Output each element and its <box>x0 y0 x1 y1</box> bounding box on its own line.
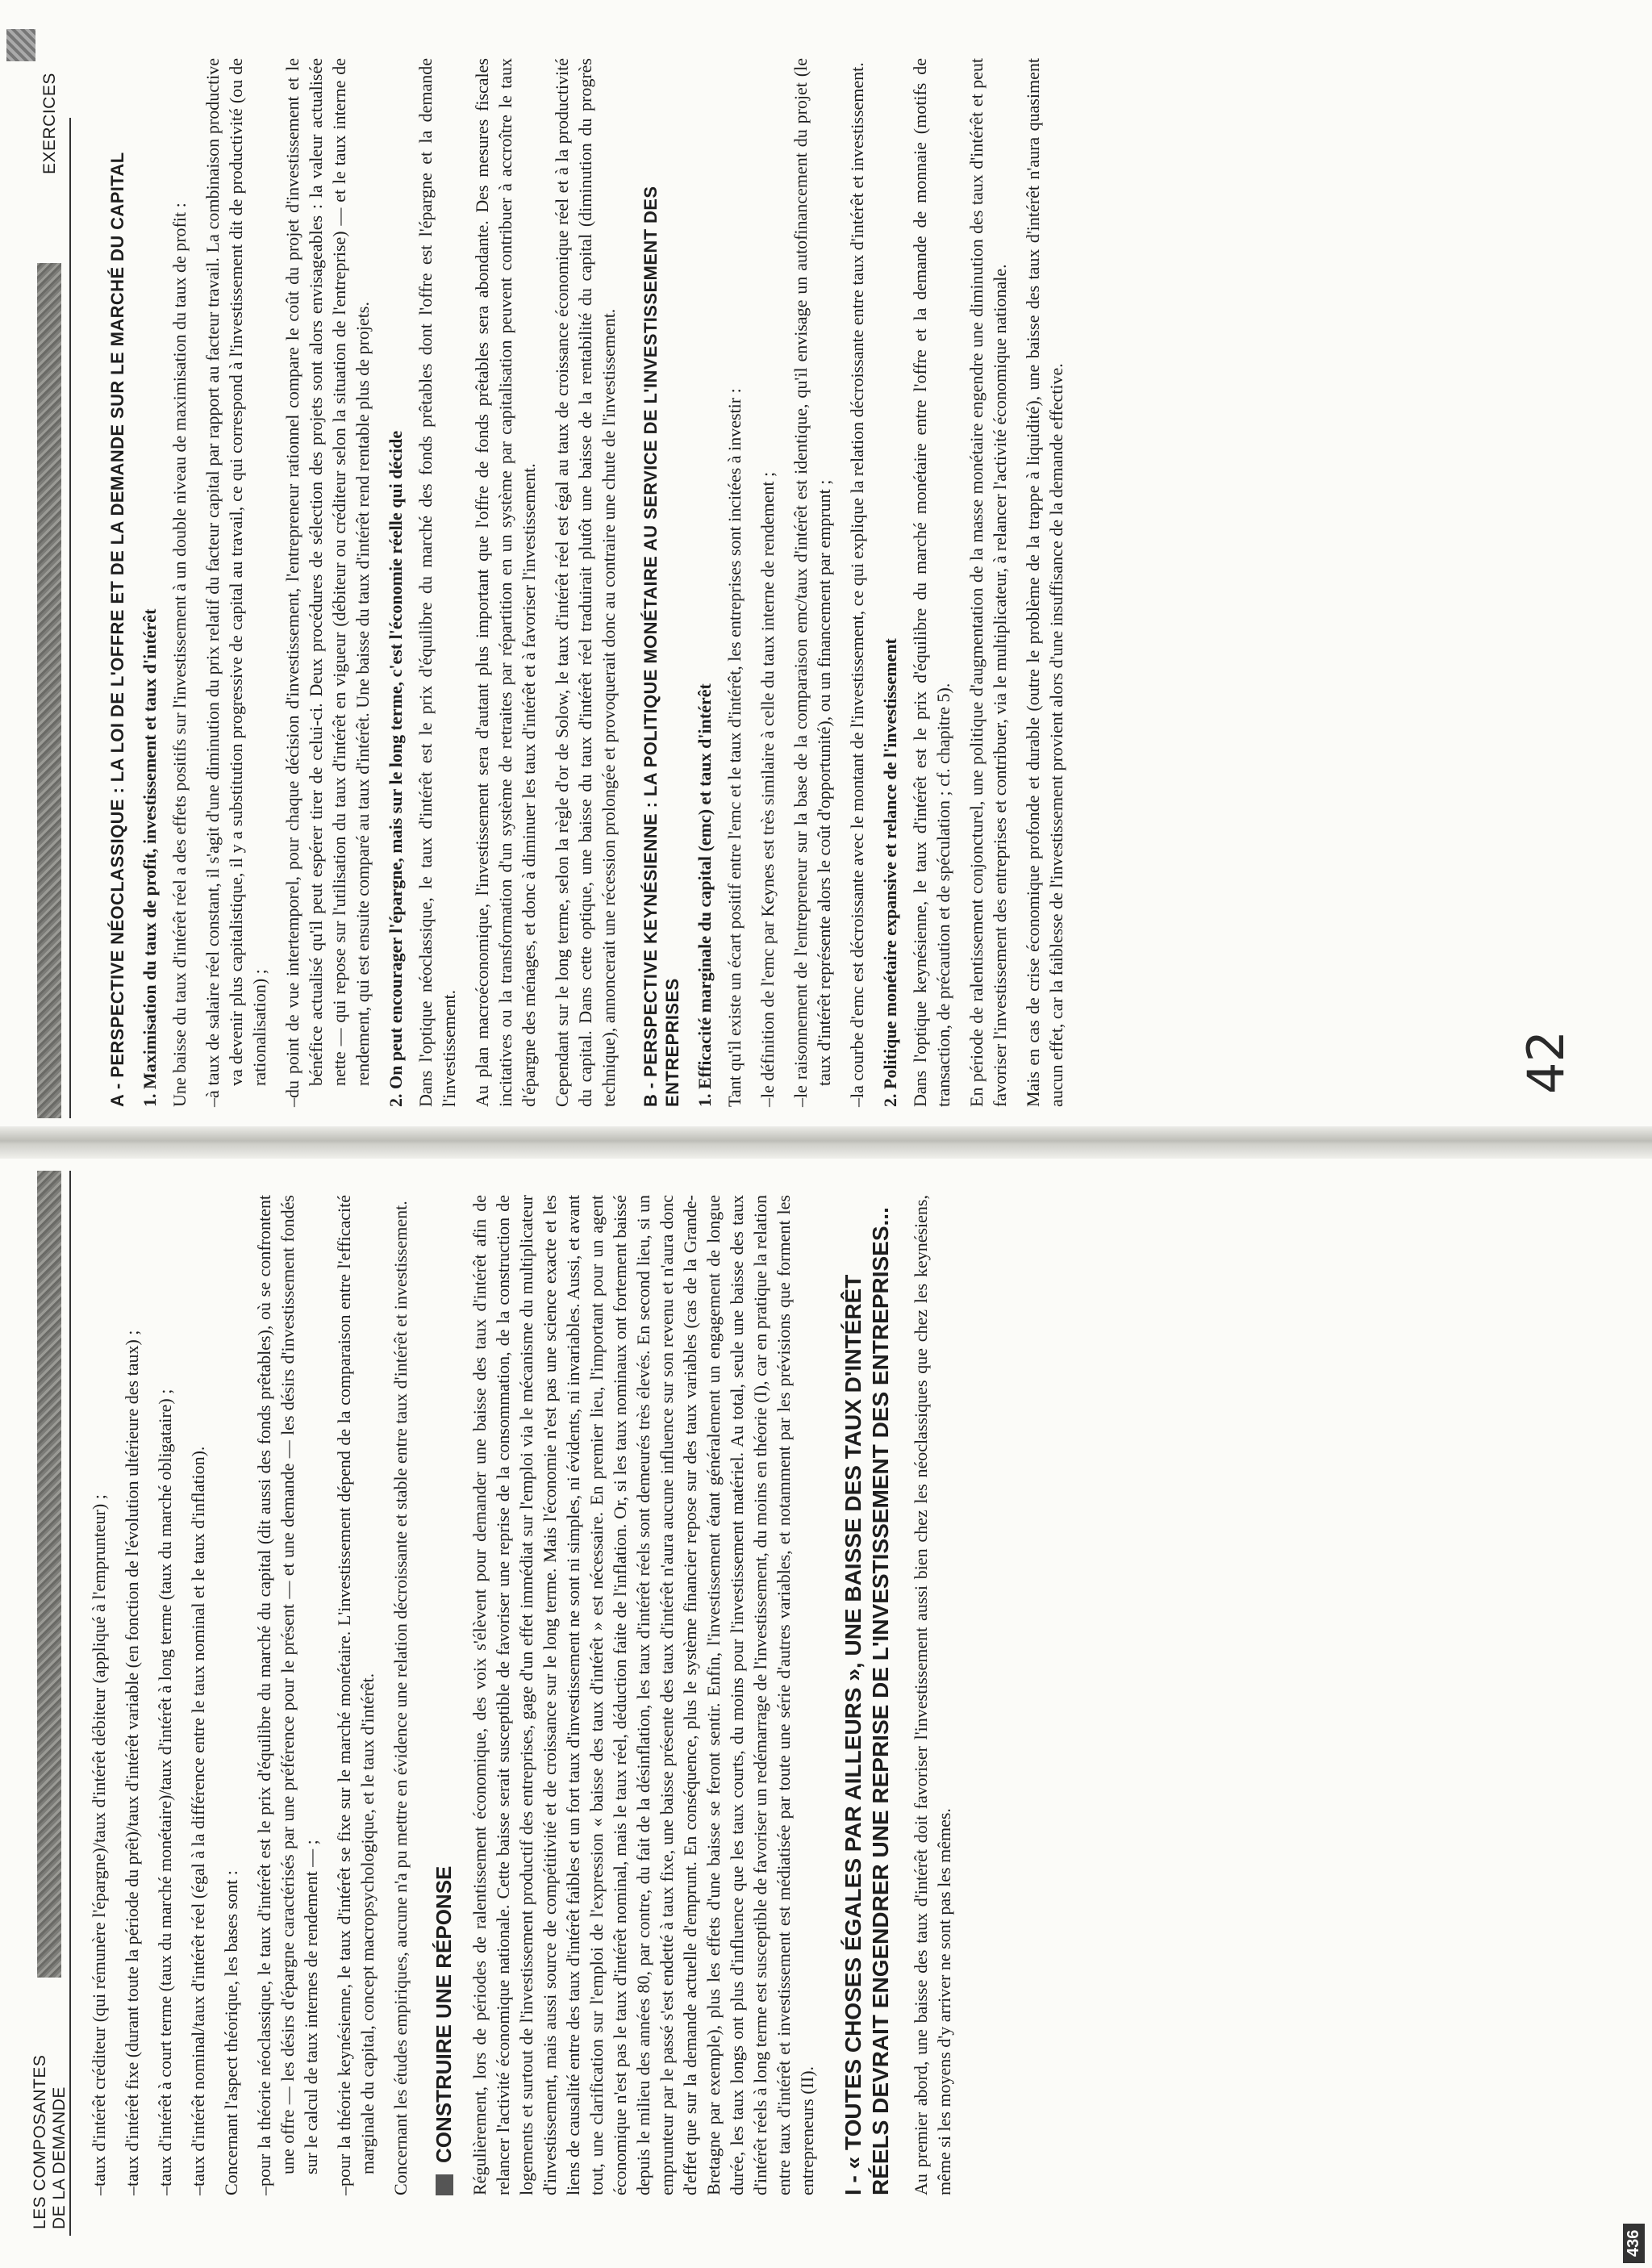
rate-bullet: –taux d'intérêt nominal/taux d'intérêt réel (égal à la différence entre le taux nominal et le taux d'inflation). <box>188 1446 208 2195</box>
paragraph: Mais en cas de crise économique profonde et durable (outre le problème de la trappe à liquidité), une baisse des taux d'intérêt n'aura quasiment aucun effet, car la faiblesse de l'investissement provient alors d'une insuffisance de la demande effective. <box>1023 58 1066 1107</box>
subheading: 2. On peut encourager l'épargne, mais sur le long terme, c'est l'économie réelle qui décide <box>386 430 406 1107</box>
right-column <box>87 58 1078 1107</box>
paragraph: Une baisse du taux d'intérêt réel a des effets positifs sur l'investissement à un double niveau de maximisation du taux de profit : <box>169 203 190 1107</box>
rate-bullet: –taux d'intérêt fixe (durant toute la période du prêt)/taux d'intérêt variable (en fonction de l'évolution ultérieure des taux) ; <box>122 1330 142 2195</box>
paragraph: Cependant sur le long terme, selon la règle d'or de Solow, le taux d'intérêt réel est égal au taux de croissance économique réel et à la productivité du capital. Dans cette optique, une baisse du taux d'intérêt réel traduirait plutôt une baisse de la rentabilité du capital (diminution du progrès technique), annoncerait une récession prolongée et provoquerait donc au contraire une chute de l'investissement. <box>552 58 619 1107</box>
subheading: 1. Maximisation du taux de profit, investissement et taux d'intérêt <box>140 608 160 1107</box>
section-title: CONSTRUIRE UNE RÉPONSE <box>432 1865 456 2163</box>
subsection-heading: A - PERSPECTIVE NÉOCLASSIQUE : LA LOI DE L'OFFRE ET DE LA DEMANDE SUR LE MARCHÉ DU CAPITAL <box>107 152 127 1107</box>
section-heading <box>432 1195 457 2195</box>
section-body: Régulièrement, lors de périodes de ralentissement économique, des voix s'élèvent pour demander une baisse des taux d'intérêt afin de relancer l'activité économique nationale. Cette baisse serait susceptible de favoriser une reprise de la consommation, de la construction de logements et surtout de l'investissement productif des entreprises, gage d'un effet immédiat sur l'emploi via le mécanisme du multiplicateur d'investissement, mais aussi source de compétitivité et de croissance sur le long terme. Mais l'économie n'est pas une science exacte et les liens de causalité entre des taux d'intérêt faibles et un fort taux d'investissement ne sont ni simples, ni évidents, ni invariables. Aussi, et avant tout, une clarification sur l'emploi de l'expression « baisse des taux d'intérêt » est nécessaire. En premier lieu, l'important pour un agent économique n'est pas le taux d'intérêt nominal, mais le taux réel, déduction faite de l'inflation. Or, si les taux nominaux ont fortement baissé depuis le milieu des années 80, par contre, du fait de la désinflation, les taux d'intérêt réels sont demeurés très élevés. En second lieu, si un emprunteur par le passé s'est endetté à taux fixe, une baisse présente des taux d'intérêt n'aura aucune influence sur son revenu et n'aura donc d'effet que sur la demande actuelle d'emprunt. En conséquence, plus le système financier repose sur des taux variables (cas de la Grande-Bretagne par exemple), plus les effets d'une baisse se feront sentir. Enfin, l'investissement étant généralement un engagement de longue durée, les taux longs ont plus d'influence que les taux courts, du moins pour l'investissement matériel. Au total, seule une baisse des taux d'intérêt réels à long terme est susceptible de favoriser un redémarrage de l'investissement, du moins en théorie (I), car en pratique la relation entre taux d'intérêt et investissement est médiatisée par toute une série d'autres variables, et notamment par les prévisions que forment les entrepreneurs (II). <box>469 1195 817 2195</box>
bullet: –la courbe d'emc est décroissante avec le montant de l'investissement, ce qui explique la relation décroissante entre taux d'intérêt et investissement. <box>847 62 867 1107</box>
theory-bullet: –pour la théorie néoclassique, le taux d'intérêt est le prix d'équilibre du marché du capital (dit aussi des fonds prêtables), où se confrontent une offre — les désirs d'épargne caractérisés par une préférence pour le présent — et une demande — les désirs d'investissement fondés sur le calcul de taux internes de rendement — ; <box>254 1195 321 2195</box>
subsection-heading: B - PERSPECTIVE KEYNÉSIENNE : LA POLITIQUE MONÉTAIRE AU SERVICE DE L'INVESTISSEMENT DES ENTREPRISES <box>640 186 682 1107</box>
rate-bullet: –taux d'intérêt créditeur (qui rémunère l'épargne)/taux d'intérêt débiteur (appliqué à l'emprunteur) ; <box>89 1494 109 2195</box>
part-intro: Au premier abord, une baisse des taux d'intérêt doit favoriser l'investissement aussi bien chez les néoclassiques que chez les keynésiens, même si les moyens d'y arriver ne sont pas les mêmes. <box>911 1195 954 2195</box>
left-page <box>0 1142 1652 2268</box>
bullet: –le définition de l'emc par Keynes est très similaire à celle du taux interne de rendement ; <box>757 471 778 1107</box>
subheading: 1. Efficacité marginale du capital (emc) et taux d'intérêt <box>695 683 715 1107</box>
subheading: 2. Politique monétaire expansive et relance de l'investissement <box>880 638 900 1107</box>
empirical-paragraph: Concernant les études empiriques, aucune n'a pu mettre en évidence une relation décroissante et stable entre taux d'intérêt et investissement. <box>390 1201 411 2195</box>
bullet: –du point de vue intertemporel, pour chaque décision d'investissement, l'entrepreneur rationnel compare le coût du projet d'investissement et le bénéfice actualisé qu'il peut espérer tirer de celui-ci. Deux procédures de sélection des projets sont alors envisageables : la valeur actualisée nette — qui repose sur l'utilisation du taux d'intérêt en vigueur (débiteur ou créditeur selon la situation de l'entreprise) — et le taux interne de rendement, qui est ensuite comparé au taux d'intérêt. Une baisse du taux d'intérêt rend rentable plus de projets. <box>282 58 373 1107</box>
paragraph: Au plan macroéconomique, l'investissement sera d'autant plus important que l'offre de fonds prêtables sera abondante. Des mesures fiscales incitatives ou la transformation d'un système de retraites par répartition en un système par capitalisation peuvent contribuer à accroître le taux d'épargne des ménages, et donc à diminuer les taux d'intérêt et à favoriser l'investissement. <box>472 58 539 1107</box>
paragraph: Dans l'optique néoclassique, le taux d'intérêt est le prix d'équilibre du marché des fonds prêtables dont l'offre est l'épargne et la demande l'investissement. <box>415 58 459 1107</box>
theory-intro: Concernant l'aspect théorique, les bases sont : <box>221 1870 241 2195</box>
page-number: 436 <box>1623 2224 1645 2263</box>
bullet: –à taux de salaire réel constant, il s'agit d'une diminution du prix relatif du facteur capital par rapport au facteur travail. La combinaison productive va devenir plus capitalistique, il y a substitution progressive de capital au travail, ce qui correspond à l'investissement dit de productivité (ou de rationalisation) ; <box>202 58 269 1107</box>
bullet: –le raisonnement de l'entrepreneur sur la base de la comparaison emc/taux d'intérêt est identique, qu'il envisage un autofinancement du projet (le taux d'intérêt représente alors le coût d'opportunité), ou un financement par emprunt ; <box>791 58 834 1107</box>
rate-bullet: –taux d'intérêt à court terme (taux du marché monétaire)/taux d'intérêt à long terme (taux du marché obligataire) ; <box>155 1389 175 2195</box>
part-title: I - « TOUTES CHOSES ÉGALES PAR AILLEURS », UNE BAISSE DES TAUX D'INTÉRÊT RÉELS DEVRAIT ENGENDRER UNE REPRISE DE L'INVESTISSEMENT DES ENTREPRISES... <box>841 1207 893 2195</box>
running-header: EXERCICES <box>40 73 59 174</box>
header-rule <box>69 1171 71 2236</box>
paragraph: Dans l'optique keynésienne, le taux d'intérêt est le prix d'équilibre du marché monétaire entre l'offre et la demande de monnaie (motifs de transaction, de précaution et de spéculation ; cf. chapitre 5). <box>910 58 953 1107</box>
handwritten-annotation: 42 <box>1516 1030 1575 1094</box>
exercise-icon <box>6 29 35 61</box>
paragraph: Tant qu'il existe un écart positif entre l'emc et le taux d'intérêt, les entreprises sont incitées à investir : <box>724 388 745 1107</box>
theory-bullet: –pour la théorie keynésienne, le taux d'intérêt se fixe sur le marché monétaire. L'investissement dépend de la comparaison entre l'efficacité marginale du capital, concept macropsychologique, et le taux d'intérêt. <box>334 1195 378 2195</box>
left-column <box>87 1195 966 2195</box>
paragraph: En période de ralentissement conjoncturel, une politique d'augmentation de la masse monétaire engendre une diminution des taux d'intérêt et peut favoriser l'investissement des entreprises et contribuer, via le multiplicateur, à relancer l'activité économique nationale. <box>966 58 1010 1107</box>
section-marker-icon <box>436 2174 453 2195</box>
header-band <box>37 263 61 1118</box>
running-header: LES COMPOSANTES DE LA DEMANDE <box>31 2054 69 2229</box>
header-rule <box>69 118 71 1118</box>
header-band <box>37 1171 61 1978</box>
